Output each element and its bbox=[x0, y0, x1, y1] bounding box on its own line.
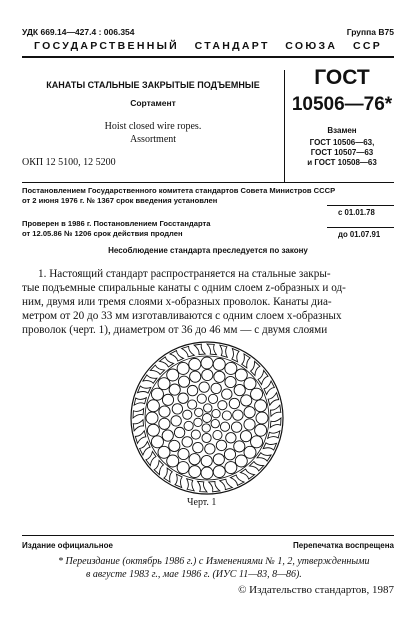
title-divider bbox=[284, 70, 285, 182]
round-wire bbox=[225, 376, 236, 387]
round-wire bbox=[197, 394, 206, 403]
round-wire bbox=[212, 409, 220, 417]
round-wire bbox=[202, 369, 213, 380]
round-wire bbox=[220, 422, 229, 431]
reprint-notice: Перепечатка воспрещена bbox=[293, 541, 394, 550]
round-wire bbox=[169, 440, 180, 451]
standard-banner: ГОСУДАРСТВЕННЫЙ СТАНДАРТ СОЮЗА ССР bbox=[33, 40, 383, 52]
round-wire bbox=[199, 382, 209, 392]
round-wire bbox=[201, 455, 212, 466]
round-wire bbox=[201, 357, 213, 369]
footnote-line-1: * Переиздание (октябрь 1986 г.) с Изменениями № 1, 2, утвержденными bbox=[58, 556, 370, 567]
footer-rule bbox=[22, 535, 394, 536]
round-wire bbox=[178, 448, 189, 459]
round-wire bbox=[146, 412, 158, 424]
round-wire bbox=[194, 418, 202, 426]
round-wire bbox=[187, 385, 197, 395]
round-wire bbox=[218, 401, 227, 410]
edition-label: Издание официальное bbox=[22, 541, 113, 550]
decree-line-3: Проверен в 1986 г. Постановлением Госстандарта bbox=[22, 219, 211, 228]
paragraph-line-5: проволок (черт. 1), диаметром от 36 до 46 мм — с двумя слоями bbox=[22, 324, 328, 336]
round-wire bbox=[225, 462, 237, 474]
figure-caption: Черт. 1 bbox=[187, 497, 217, 508]
round-wire bbox=[204, 404, 212, 412]
round-wire bbox=[234, 384, 245, 395]
round-wire bbox=[255, 424, 267, 436]
english-title: Hoist closed wire ropes. bbox=[104, 121, 202, 132]
round-wire bbox=[202, 433, 211, 442]
round-wire bbox=[222, 389, 232, 399]
round-wire bbox=[177, 362, 189, 374]
round-wire bbox=[171, 416, 181, 426]
round-wire bbox=[251, 436, 263, 448]
round-wire bbox=[231, 422, 241, 432]
round-wire bbox=[151, 388, 163, 400]
round-wire bbox=[211, 383, 221, 393]
round-wire bbox=[195, 408, 203, 416]
round-wire bbox=[211, 419, 219, 427]
gost-label: ГОСТ bbox=[314, 66, 370, 89]
round-wire bbox=[189, 358, 201, 370]
round-wire bbox=[147, 400, 159, 412]
paragraph-line-4: метром от 20 до 33 мм изготавливаются с одним слоем x-образных bbox=[22, 310, 342, 322]
round-wire bbox=[256, 412, 268, 424]
legal-warning: Несоблюдение стандарта преследуется по закону bbox=[108, 246, 308, 255]
round-wire bbox=[159, 406, 170, 417]
round-wire bbox=[234, 441, 245, 452]
introduction-date: с 01.01.78 bbox=[338, 208, 375, 217]
round-wire bbox=[201, 467, 213, 479]
decree-line-2: от 2 июня 1976 г. № 1367 срок введения установлен bbox=[22, 196, 218, 205]
round-wire bbox=[255, 400, 267, 412]
group-code: Группа В75 bbox=[346, 27, 394, 37]
round-wire bbox=[182, 437, 192, 447]
gost-number: 10506—76* bbox=[291, 94, 393, 115]
round-wire bbox=[178, 376, 189, 387]
round-wire bbox=[208, 394, 217, 403]
document-subtitle: Сортамент bbox=[130, 98, 176, 108]
replaces-label: Взамен bbox=[327, 126, 357, 135]
rope-cross-section-figure bbox=[127, 338, 287, 498]
round-wire bbox=[244, 419, 255, 430]
decree-line-1: Постановлением Государственного комитета стандартов Совета Министров СССР bbox=[22, 186, 336, 195]
document-title: КАНАТЫ СТАЛЬНЫЕ ЗАКРЫТЫЕ ПОДЪЕМНЫЕ bbox=[46, 80, 260, 90]
round-wire bbox=[174, 427, 184, 437]
round-wire bbox=[162, 430, 173, 441]
round-wire bbox=[213, 466, 225, 478]
replaces-line-2: ГОСТ 10507—63 bbox=[310, 148, 374, 157]
header-rule bbox=[22, 56, 394, 58]
replaces-line-1: ГОСТ 10506—63, bbox=[309, 138, 375, 147]
paragraph-line-2: тые подъемные спиральные канаты с одним слоем z-образных и од- bbox=[22, 282, 346, 294]
round-wire bbox=[205, 444, 215, 454]
round-wire bbox=[251, 388, 263, 400]
round-wire bbox=[158, 446, 170, 458]
round-wire bbox=[235, 455, 247, 467]
round-wire bbox=[244, 378, 256, 390]
round-wire bbox=[213, 454, 224, 465]
round-wire bbox=[189, 454, 200, 465]
okp-code: ОКП 12 5100, 12 5200 bbox=[22, 157, 116, 168]
round-wire bbox=[167, 369, 179, 381]
round-wire bbox=[214, 371, 225, 382]
round-wire bbox=[159, 418, 170, 429]
round-wire bbox=[233, 410, 243, 420]
round-wire bbox=[224, 449, 235, 460]
round-wire bbox=[241, 395, 252, 406]
round-wire bbox=[162, 394, 173, 405]
round-wire bbox=[172, 404, 182, 414]
round-wire bbox=[188, 400, 197, 409]
round-wire bbox=[190, 371, 201, 382]
round-wire bbox=[202, 424, 210, 432]
round-wire bbox=[151, 436, 163, 448]
round-wire bbox=[225, 362, 237, 374]
round-wire bbox=[193, 442, 203, 452]
round-wire bbox=[147, 424, 159, 436]
round-wire bbox=[226, 433, 236, 443]
round-wire bbox=[169, 384, 180, 395]
decree-line-4: от 12.05.86 № 1206 срок действия продлен bbox=[22, 229, 183, 238]
round-wire bbox=[183, 410, 192, 419]
footnote-line-2: в августе 1983 г., мае 1986 г. (ИУС 11—83, 8—86). bbox=[86, 569, 302, 580]
round-wire bbox=[184, 421, 193, 430]
round-wire bbox=[216, 440, 226, 450]
title-rule bbox=[22, 182, 394, 183]
round-wire bbox=[213, 430, 222, 439]
udk-code: УДК 669.14—427.4 : 006.354 bbox=[22, 27, 135, 37]
copyright: © Издательство стандартов, 1987 bbox=[238, 584, 394, 596]
paragraph-line-3: ним, двумя или тремя слоями x-образных проволок. Канаты диа- bbox=[22, 296, 332, 308]
round-wire bbox=[177, 462, 189, 474]
round-wire bbox=[244, 407, 255, 418]
round-wire bbox=[213, 358, 225, 370]
replaces-line-3: и ГОСТ 10508—63 bbox=[307, 158, 377, 167]
english-subtitle: Assortment bbox=[129, 134, 177, 145]
round-wire bbox=[229, 398, 239, 408]
round-wire bbox=[191, 430, 200, 439]
round-wire bbox=[178, 393, 188, 403]
round-wire bbox=[189, 466, 201, 478]
round-wire bbox=[222, 411, 231, 420]
core-wire bbox=[203, 414, 212, 423]
paragraph-line-1: 1. Настоящий стандарт распространяется на стальные закры- bbox=[38, 268, 331, 280]
round-wire bbox=[240, 431, 251, 442]
validity-date: до 01.07.91 bbox=[338, 230, 381, 239]
